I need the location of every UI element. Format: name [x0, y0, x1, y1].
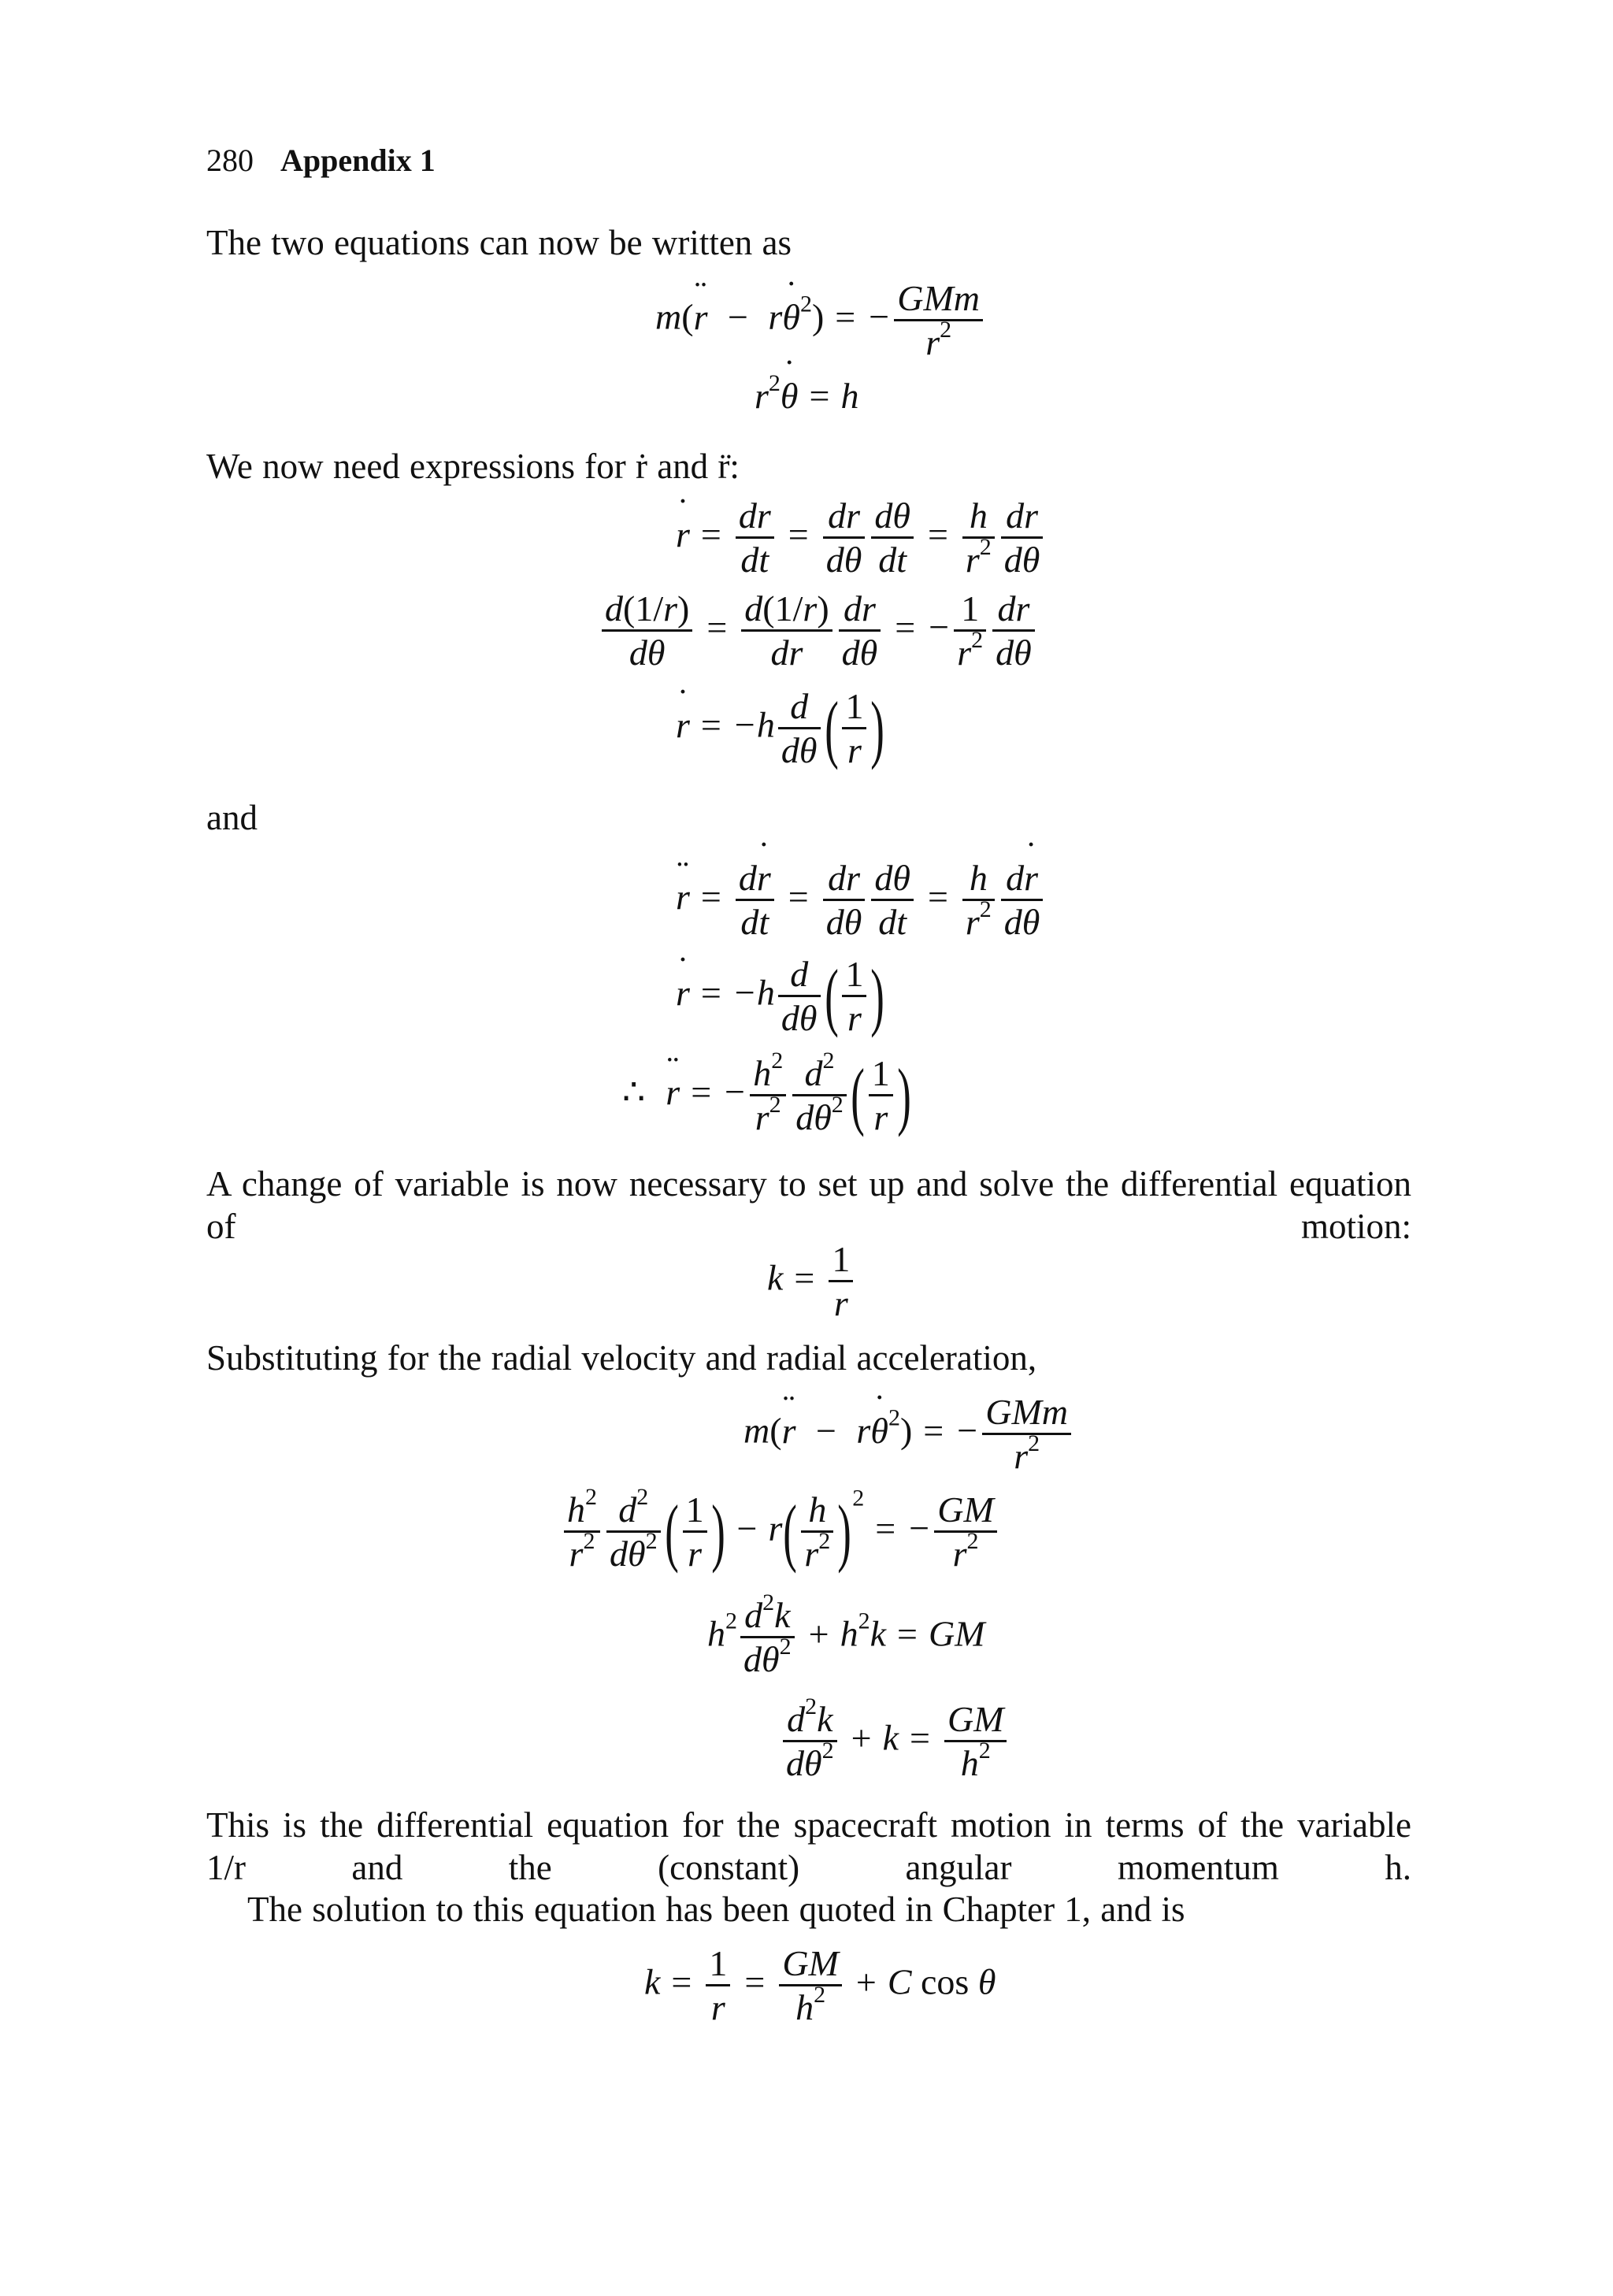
- equation-r-dot-h: r ˙ = −h $\frac{d}{d\theta}$ ( $\frac{1}{r}$ ): [676, 688, 885, 769]
- paragraph-change-of-variable: A change of variable is now necessary to set up and solve the differential equation of motion:: [206, 1164, 1411, 1246]
- equation-r-dot: r ˙ = $\frac{dr}{dt}$ = $\frac{dr}{d\theta}$ $\frac{d\theta}{dt}$ = $\frac{h}{r^2}$ $\frac{dr}{d\theta}$: [676, 498, 1046, 578]
- equation-r-dot-repeat: r ˙ = −h $\frac{d}{d\theta}$ ( $\frac{1}{r}$ ): [676, 956, 885, 1037]
- paragraph-differential-equation: This is the differential equation for the spacecraft motion in terms of the variable 1/r and the (constant) angular momentum h.: [206, 1805, 1411, 1887]
- paragraph-and: and: [206, 798, 258, 837]
- paragraph-solution: The solution to this equation has been quoted in Chapter 1, and is: [247, 1890, 1185, 1929]
- equation-angular-momentum: $r^2\theta$ ˙ = h: [755, 378, 858, 414]
- equation-substituted: $\frac{h^2}{r^2}$ $\frac{d^2}{d\theta^2}$ ( $\frac{1}{r}$ ) − r( $\frac{h}{r^2}$ )$^2$= − $\frac{GM}{r^2}$: [561, 1492, 1000, 1572]
- paragraph-intro: The two equations can now be written as: [206, 223, 792, 262]
- paragraph-expressions: We now need expressions for ṙ and r̈:: [206, 447, 740, 486]
- section-title: Appendix 1: [280, 143, 436, 178]
- page-number: 280: [206, 143, 254, 178]
- paragraph-substituting: Substituting for the radial velocity and radial acceleration,: [206, 1338, 1037, 1378]
- equation-r-ddot: r ¨ = $\frac{dr ˙}{dt}$ = $\frac{dr}{d\theta}$ $\frac{d\theta}{dt}$ = $\frac{h}{r^2}$ $\frac{dr ˙}{d\theta}$: [676, 860, 1046, 940]
- equation-radial-motion-repeat: m(r ¨ − rθ ˙$^2$) = − $\frac{\text{GMm}}{r^2}$: [743, 1394, 1074, 1474]
- equation-k-definition: k = $\frac{1}{r}$: [767, 1241, 856, 1322]
- equation-radial-motion: m(r ¨ − rθ ˙$^2$) = − $\frac{\text{GMm}}{r^2}$: [655, 280, 986, 361]
- equation-solution: k = $\frac{1}{r}$ = $\frac{GM}{h^2}$ + C cos θ: [644, 1943, 996, 2027]
- equation-h-squared-form: $h^2$ $\frac{d^2k}{d\theta^2}$ + $h^2k$ = GM: [707, 1589, 985, 1679]
- running-header: [206, 142, 436, 179]
- equation-differential-k: $\frac{d^2k}{d\theta^2}$ + k = $\frac{GM}{h^2}$: [780, 1701, 1010, 1782]
- equation-d-inverse-r: $\frac{d(1/r)}{d\theta}$ = $\frac{d(1/r)}{dr}$ $\frac{dr}{d\theta}$ = − $\frac{1}{r^2}$ $\frac{dr}{d\theta}$: [599, 591, 1038, 671]
- equation-r-ddot-result: ∴ r ¨ = − $\frac{h^2}{r^2}$ $\frac{d^2}{d\theta^2}$ ( $\frac{1}{r}$ ): [622, 1055, 912, 1136]
